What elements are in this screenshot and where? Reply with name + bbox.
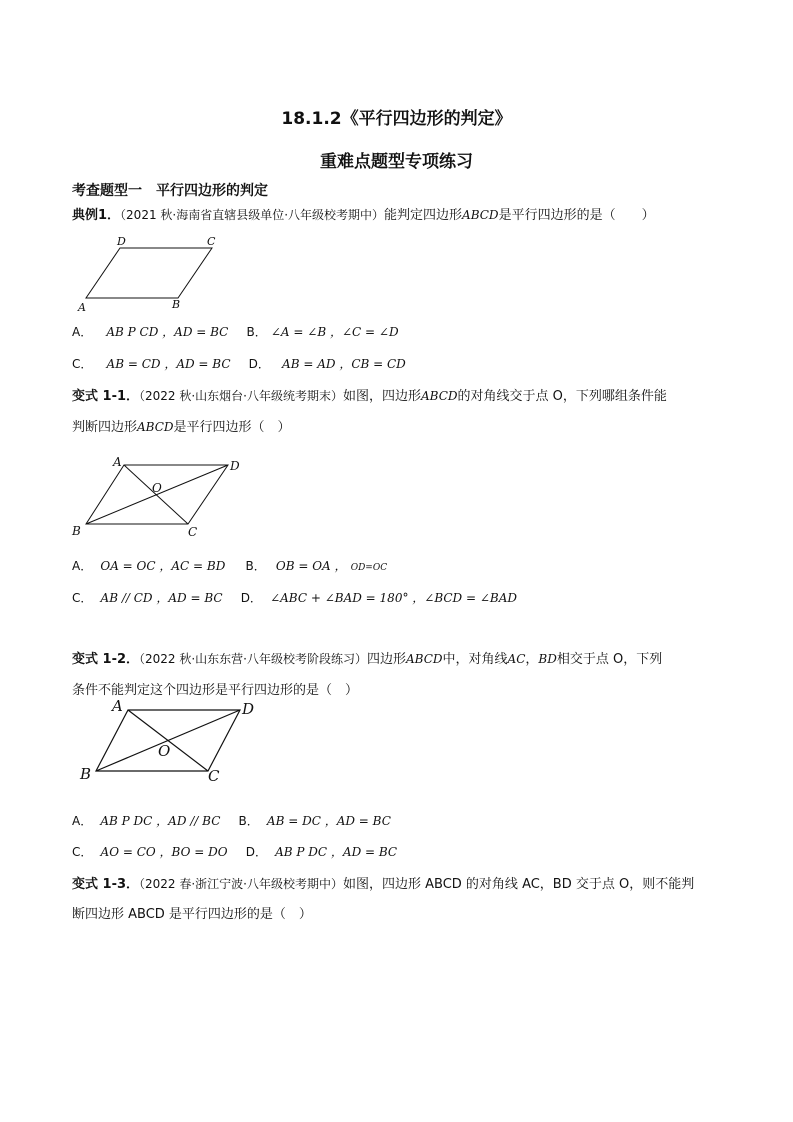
option-c[interactable]: AB // CD ，AD = BC	[100, 591, 223, 605]
vertex-label: O	[158, 742, 171, 760]
question-label: 典例1．	[72, 208, 121, 223]
option-d-key[interactable]: D．	[245, 845, 267, 859]
option-a-key[interactable]: A．	[72, 325, 93, 339]
option-c-key[interactable]: C．	[72, 357, 93, 371]
option-b-key[interactable]: B．	[245, 559, 266, 573]
option-d[interactable]: AB = AD ，CB = CD	[282, 357, 406, 371]
vertex-label: B	[80, 765, 92, 783]
option-d-key[interactable]: D．	[248, 357, 270, 371]
question-2-stem: 变式 1-1．（2022 秋·山东烟台·八年级统考期末）如图，四边形ABCD的对角线交于点 O，下列哪组条件能	[72, 389, 667, 404]
vertex-label: C	[207, 235, 216, 248]
option-a-key[interactable]: A．	[72, 559, 93, 573]
option-b-key[interactable]: B．	[238, 814, 259, 828]
option-c[interactable]: AB = CD ，AD = BC	[106, 357, 231, 371]
page-subtitle: 重难点题型专项练习	[320, 152, 473, 172]
question-source: （2022 秋·山东烟台·八年级统考期末）	[139, 389, 343, 403]
question-3-options-cd	[72, 843, 397, 862]
option-d[interactable]: ∠ABC + ∠BAD = 180° ，∠BCD = ∠BAD	[270, 591, 518, 605]
option-c[interactable]: AO = CO ，BO = DO	[100, 845, 228, 859]
question-3-options-ab	[72, 812, 391, 831]
question-label: 变式 1-3．	[72, 877, 140, 892]
vertex-label: A	[112, 697, 123, 715]
question-4-stem-line2: 断四边形 ABCD 是平行四边形的是（ ）	[72, 907, 312, 922]
vertex-label: O	[152, 481, 162, 495]
question-4-stem: 变式 1-3．（2022 春·浙江宁波·八年级校考期中）如图，四边形 ABCD 的对角线 AC，BD 交于点 O，则不能判	[72, 877, 695, 892]
vertex-label: B	[72, 524, 81, 538]
vertex-label: D	[117, 235, 126, 248]
section-heading: 考查题型一 平行四边形的判定	[72, 183, 268, 199]
option-c-key[interactable]: C．	[72, 591, 93, 605]
option-b-key[interactable]: B．	[246, 325, 267, 339]
question-2-stem-line2: 判断四边形ABCD是平行四边形（ ）	[72, 420, 291, 435]
option-b-part2[interactable]: OD=OC	[350, 563, 388, 573]
question-3-stem: 变式 1-2．（2022 秋·山东东营·八年级校考阶段练习）四边形ABCD中，对角线AC，BD相交于点 O，下列	[72, 652, 663, 667]
option-a-key[interactable]: A．	[72, 814, 93, 828]
question-source: （2021 秋·海南省直辖县级单位·八年级校考期中）	[120, 208, 385, 222]
option-b[interactable]: AB = DC ，AD = BC	[266, 814, 391, 828]
question-source: （2022 秋·山东东营·八年级校考阶段练习）	[139, 652, 367, 666]
vertex-label: C	[208, 767, 220, 785]
page-title: 18.1.2《平行四边形的判定》	[281, 109, 512, 129]
vertex-label: D	[242, 700, 255, 718]
question-3-stem-line2: 条件不能判定这个四边形是平行四边形的是（ ）	[72, 683, 359, 698]
option-d[interactable]: AB P DC ，AD = BC	[275, 845, 398, 859]
question-1-stem: 典例1．（2021 秋·海南省直辖县级单位·八年级校考期中）能判定四边形ABCD是平行四边形的是（ ）	[72, 208, 655, 223]
question-label: 变式 1-2．	[72, 652, 140, 667]
vertex-label: B	[172, 298, 181, 311]
vertex-label: D	[230, 459, 240, 473]
question-label: 变式 1-1．	[72, 389, 140, 404]
option-a[interactable]: AB P DC ，AD // BC	[100, 814, 221, 828]
vertex-label: C	[188, 525, 198, 539]
option-a[interactable]: OA = OC ，AC = BD	[100, 559, 226, 573]
question-source: （2022 春·浙江宁波·八年级校考期中）	[139, 877, 343, 891]
vertex-label: A	[113, 455, 122, 469]
option-b[interactable]: OB = OA ，	[275, 559, 347, 573]
option-c-key[interactable]: C．	[72, 845, 93, 859]
option-b[interactable]: ∠A = ∠B ，∠C = ∠D	[270, 325, 399, 339]
option-a[interactable]: AB P CD ，AD = BC	[106, 325, 229, 339]
option-d-key[interactable]: D．	[240, 591, 262, 605]
vertex-label: A	[78, 301, 86, 314]
